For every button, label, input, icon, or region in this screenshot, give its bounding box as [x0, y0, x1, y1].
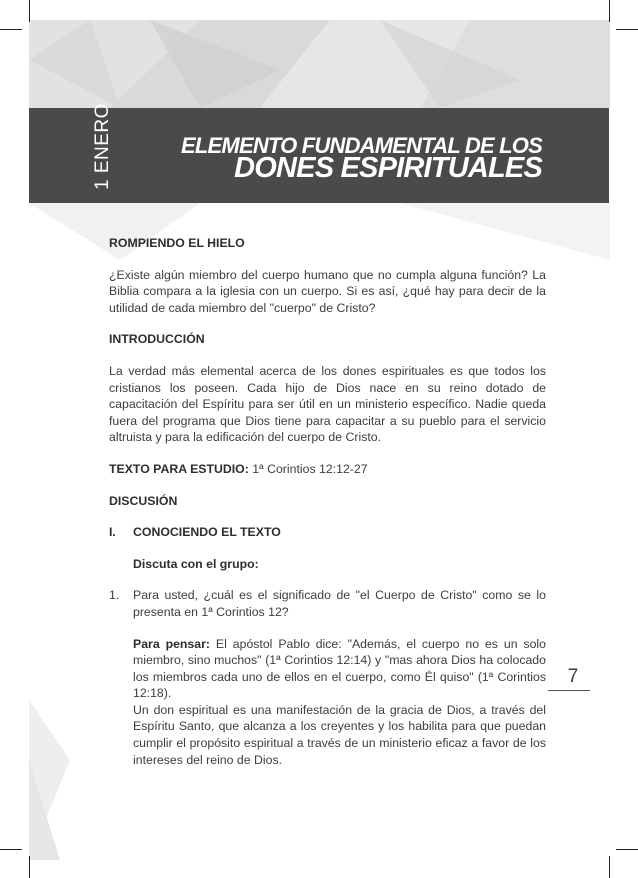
intro-heading: INTRODUCCIÓN [109, 332, 205, 347]
question-1 [109, 587, 546, 620]
part-1-number: I. [109, 525, 116, 540]
lesson-content [109, 235, 546, 768]
intro-text: La verdad más elemental acerca de los dones espirituales es que todos los cristianos los poseen. Cada hijo de Dios nace en su reino dotado de capacitación del Espíritu para ser útil en un ministerio específico. Nadie queda fuera del programa que Dios tiene para capacitar a su pueblo para el servicio altruista y para la edificación del cuerpo de Cristo. [109, 363, 546, 445]
date-label: 1 ENERO [92, 103, 113, 190]
question-1-text: Para usted, ¿cuál es el significado de "el Cuerpo de Cristo" como se lo presenta en 1ª Corintios 12? [133, 588, 546, 619]
page-number: 7 [567, 666, 579, 687]
think-label: Para pensar: [133, 636, 210, 651]
icebreaker-text: ¿Existe algún miembro del cuerpo humano que no cumpla alguna función? La Biblia compara a la iglesia con un cuerpo. Si es así, ¿qué hay para decir de la utilidad de cada miembro del "cuerpo" de Cristo? [109, 267, 546, 315]
crop-mark [29, 0, 30, 22]
part-1-title: CONOCIENDO EL TEXTO [133, 525, 281, 540]
icebreaker-heading: ROMPIENDO EL HIELO [109, 236, 245, 250]
crop-mark [609, 0, 610, 22]
question-1-number: 1. [109, 588, 120, 603]
crop-mark [0, 849, 22, 850]
title-line-1: ELEMENTO FUNDAMENTAL DE LOS [181, 133, 542, 158]
think-paragraph [133, 636, 546, 702]
think-text-2: Un don espiritual es una manifestación de la gracia de Dios, a través del Espíritu Santo, que alcanza a los creyentes y los habilita para que puedan cumplir el propósito espiritual a través de un ministerio eficaz a favor de los intereses del reino de Dios. [133, 702, 546, 767]
part-1-heading [109, 524, 546, 541]
crop-mark [609, 856, 610, 878]
page-number-rule [548, 690, 590, 691]
discussion-heading: DISCUSIÓN [109, 493, 178, 508]
crop-mark [0, 29, 22, 30]
crop-mark [616, 849, 638, 850]
think-text: El apóstol Pablo dice: "Además, el cuerpo no es un solo miembro, sino muchos" (1ª Corintios 12:14) y "mas ahora Dios ha colocado los miembros cada uno de ellos en el cuerpo, como Él quiso" (1ª Corintios 12:18). [133, 636, 546, 701]
study-text-label: TEXTO PARA ESTUDIO: [109, 461, 249, 476]
study-text-reference: 1ª Corintios 12:12-27 [252, 461, 368, 476]
group-prompt: Discuta con el grupo: [133, 556, 259, 571]
crop-mark [29, 856, 30, 878]
title-line-2: DONES ESPIRITUALES [234, 152, 542, 184]
study-text-line [109, 461, 546, 478]
crop-mark [616, 29, 638, 30]
